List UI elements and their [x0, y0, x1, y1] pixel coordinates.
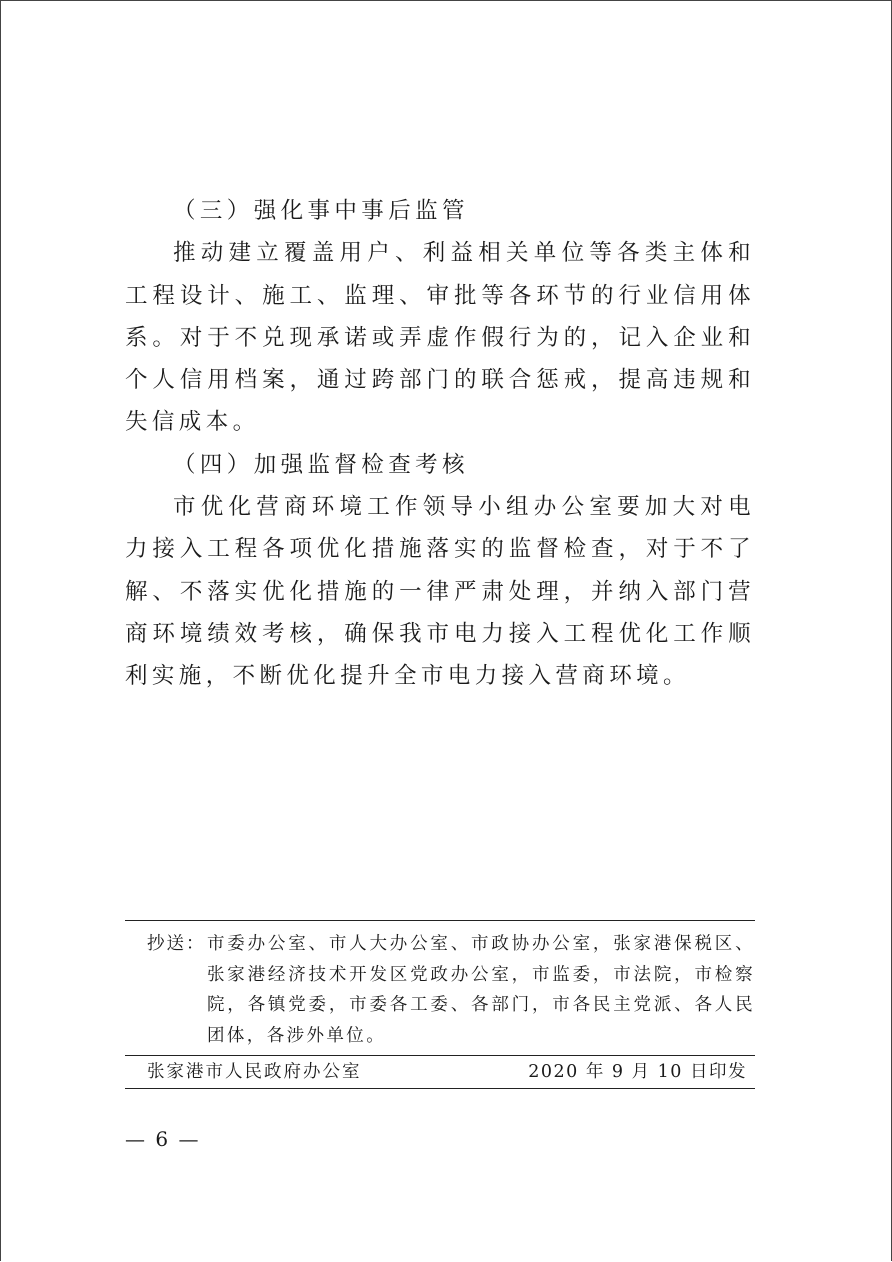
page-number: — 6 — [125, 1127, 201, 1151]
section-4-paragraph: 市优化营商环境工作领导小组办公室要加大对电力接入工程各项优化措施落实的监督检查，对于不了解、不落实优化措施的一律严肃处理，并纳入部门营商环境绩效考核，确保我市电力接入工程优化工作顺利实施，不断优化提升全市电力接入营商环境。 [125, 494, 755, 690]
document-footer [125, 920, 755, 1089]
print-date: 2020 年 9 月 10 日印发 [528, 1062, 747, 1082]
section-3-heading: （三）强化事中事后监管 [173, 198, 469, 224]
cc-recipients: 市委办公室、市人大办公室、市政协办公室，张家港保税区、张家港经济技术开发区党政办公室，市监委，市法院，市检察院，各镇党委，市委各工委、各部门，市各民主党派、各人民团体，各涉外单位。 [207, 934, 755, 1046]
issuer-name: 张家港市人民政府办公室 [147, 1062, 362, 1082]
section-3-paragraph: 推动建立覆盖用户、利益相关单位等各类主体和工程设计、施工、监理、审批等各环节的行业信用体系。对于不兑现承诺或弄虚作假行为的，记入企业和个人信用档案，通过跨部门的联合惩戒，提高违规和失信成本。 [125, 240, 755, 436]
section-4-heading: （四）加强监督检查考核 [173, 451, 469, 478]
document-body [125, 190, 755, 698]
footer-bottom-rule [125, 1088, 755, 1089]
cc-label: 抄送： [147, 934, 206, 954]
cc-section [125, 921, 755, 1055]
issuer-row [125, 1056, 755, 1088]
